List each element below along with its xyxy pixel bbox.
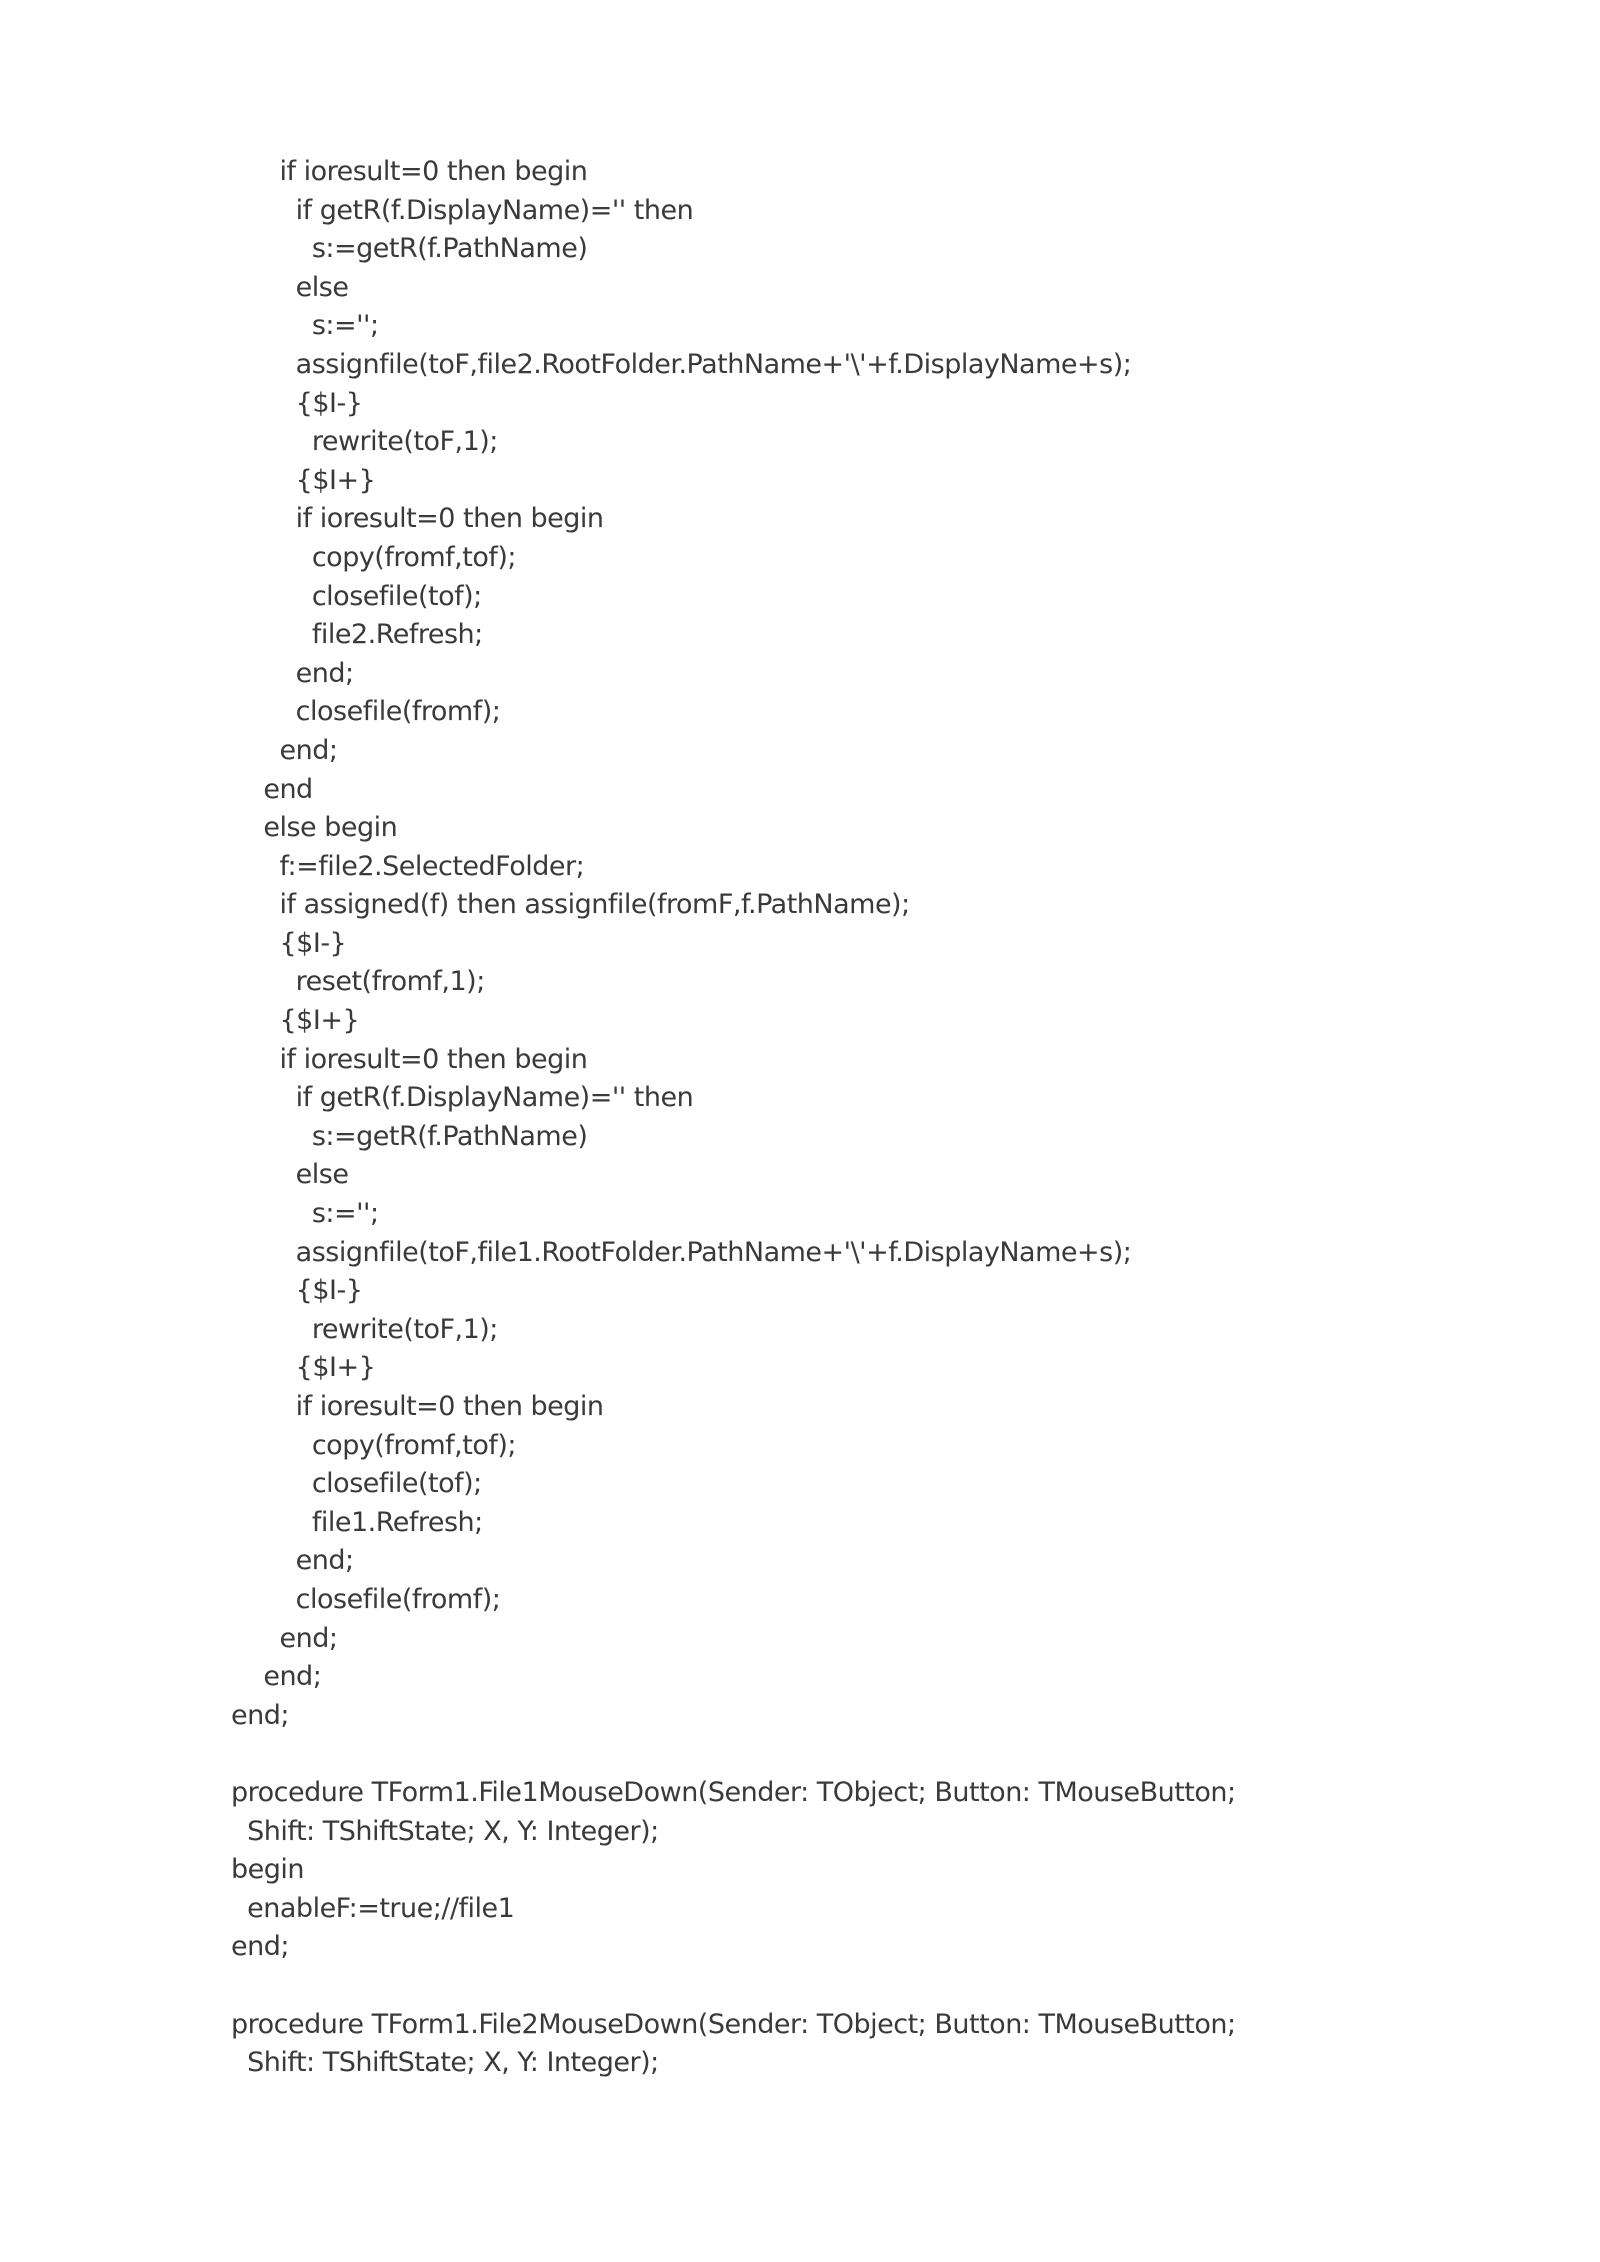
code-line: s:=''; <box>231 1198 379 1230</box>
code-line: copy(fromf,tof); <box>231 541 517 573</box>
code-line: {$I+} <box>231 1352 376 1384</box>
code-line: file1.Refresh; <box>231 1506 483 1538</box>
code-line: {$I-} <box>231 927 347 959</box>
code-line: copy(fromf,tof); <box>231 1429 517 1461</box>
code-line: if ioresult=0 then begin <box>231 503 604 535</box>
code-line: procedure TForm1.File2MouseDown(Sender: TObject; Button: TMouseButton; <box>231 2008 1236 2040</box>
code-line: begin <box>231 1854 305 1886</box>
code-line: s:=getR(f.PathName) <box>231 1120 588 1152</box>
code-line: {$I-} <box>231 387 363 419</box>
code-line: end <box>231 773 313 805</box>
code-line: end; <box>231 1699 289 1731</box>
code-line: {$I+} <box>231 1005 360 1037</box>
code-line: if ioresult=0 then begin <box>231 156 588 187</box>
code-line: closefile(tof); <box>231 580 482 612</box>
code-line: reset(fromf,1); <box>231 966 485 998</box>
code-line: rewrite(toF,1); <box>231 426 498 458</box>
code-line: if ioresult=0 then begin <box>231 1043 588 1075</box>
code-line: assignfile(toF,file2.RootFolder.PathName+'\'+f.DisplayName+s); <box>231 348 1132 380</box>
code-line: end; <box>231 1931 289 1963</box>
blank-line <box>231 1735 1391 1774</box>
code-line: if getR(f.DisplayName)='' then <box>231 194 694 226</box>
code-line: enableF:=true;//file1 <box>231 1892 515 1924</box>
code-listing <box>231 153 1391 2083</box>
code-line: Shift: TShiftState; X, Y: Integer); <box>231 1815 659 1847</box>
code-line: end; <box>231 734 338 766</box>
code-line: end; <box>231 1661 322 1693</box>
code-line: end; <box>231 1622 338 1654</box>
code-line: if assigned(f) then assignfile(fromF,f.PathName); <box>231 889 910 921</box>
blank-line <box>231 1967 1391 2006</box>
code-line: assignfile(toF,file1.RootFolder.PathName+'\'+f.DisplayName+s); <box>231 1236 1132 1268</box>
code-line: {$I+} <box>231 464 376 496</box>
code-line: if getR(f.DisplayName)='' then <box>231 1082 694 1114</box>
code-line: procedure TForm1.File1MouseDown(Sender: TObject; Button: TMouseButton; <box>231 1776 1236 1808</box>
code-line: closefile(fromf); <box>231 1583 501 1615</box>
code-line: closefile(fromf); <box>231 696 501 728</box>
code-line: end; <box>231 657 354 689</box>
code-line: closefile(tof); <box>231 1468 482 1500</box>
code-line: Shift: TShiftState; X, Y: Integer); <box>231 2047 659 2079</box>
code-line: else <box>231 1159 349 1191</box>
code-line: else begin <box>231 812 398 844</box>
code-line: file2.Refresh; <box>231 619 483 651</box>
code-line: end; <box>231 1545 354 1577</box>
code-line: else <box>231 271 349 303</box>
code-line: f:=file2.SelectedFolder; <box>231 850 585 882</box>
code-line: {$I-} <box>231 1275 363 1307</box>
code-line: s:=getR(f.PathName) <box>231 233 588 265</box>
code-line: s:=''; <box>231 310 379 342</box>
code-line: if ioresult=0 then begin <box>231 1391 604 1422</box>
code-line: rewrite(toF,1); <box>231 1313 498 1345</box>
